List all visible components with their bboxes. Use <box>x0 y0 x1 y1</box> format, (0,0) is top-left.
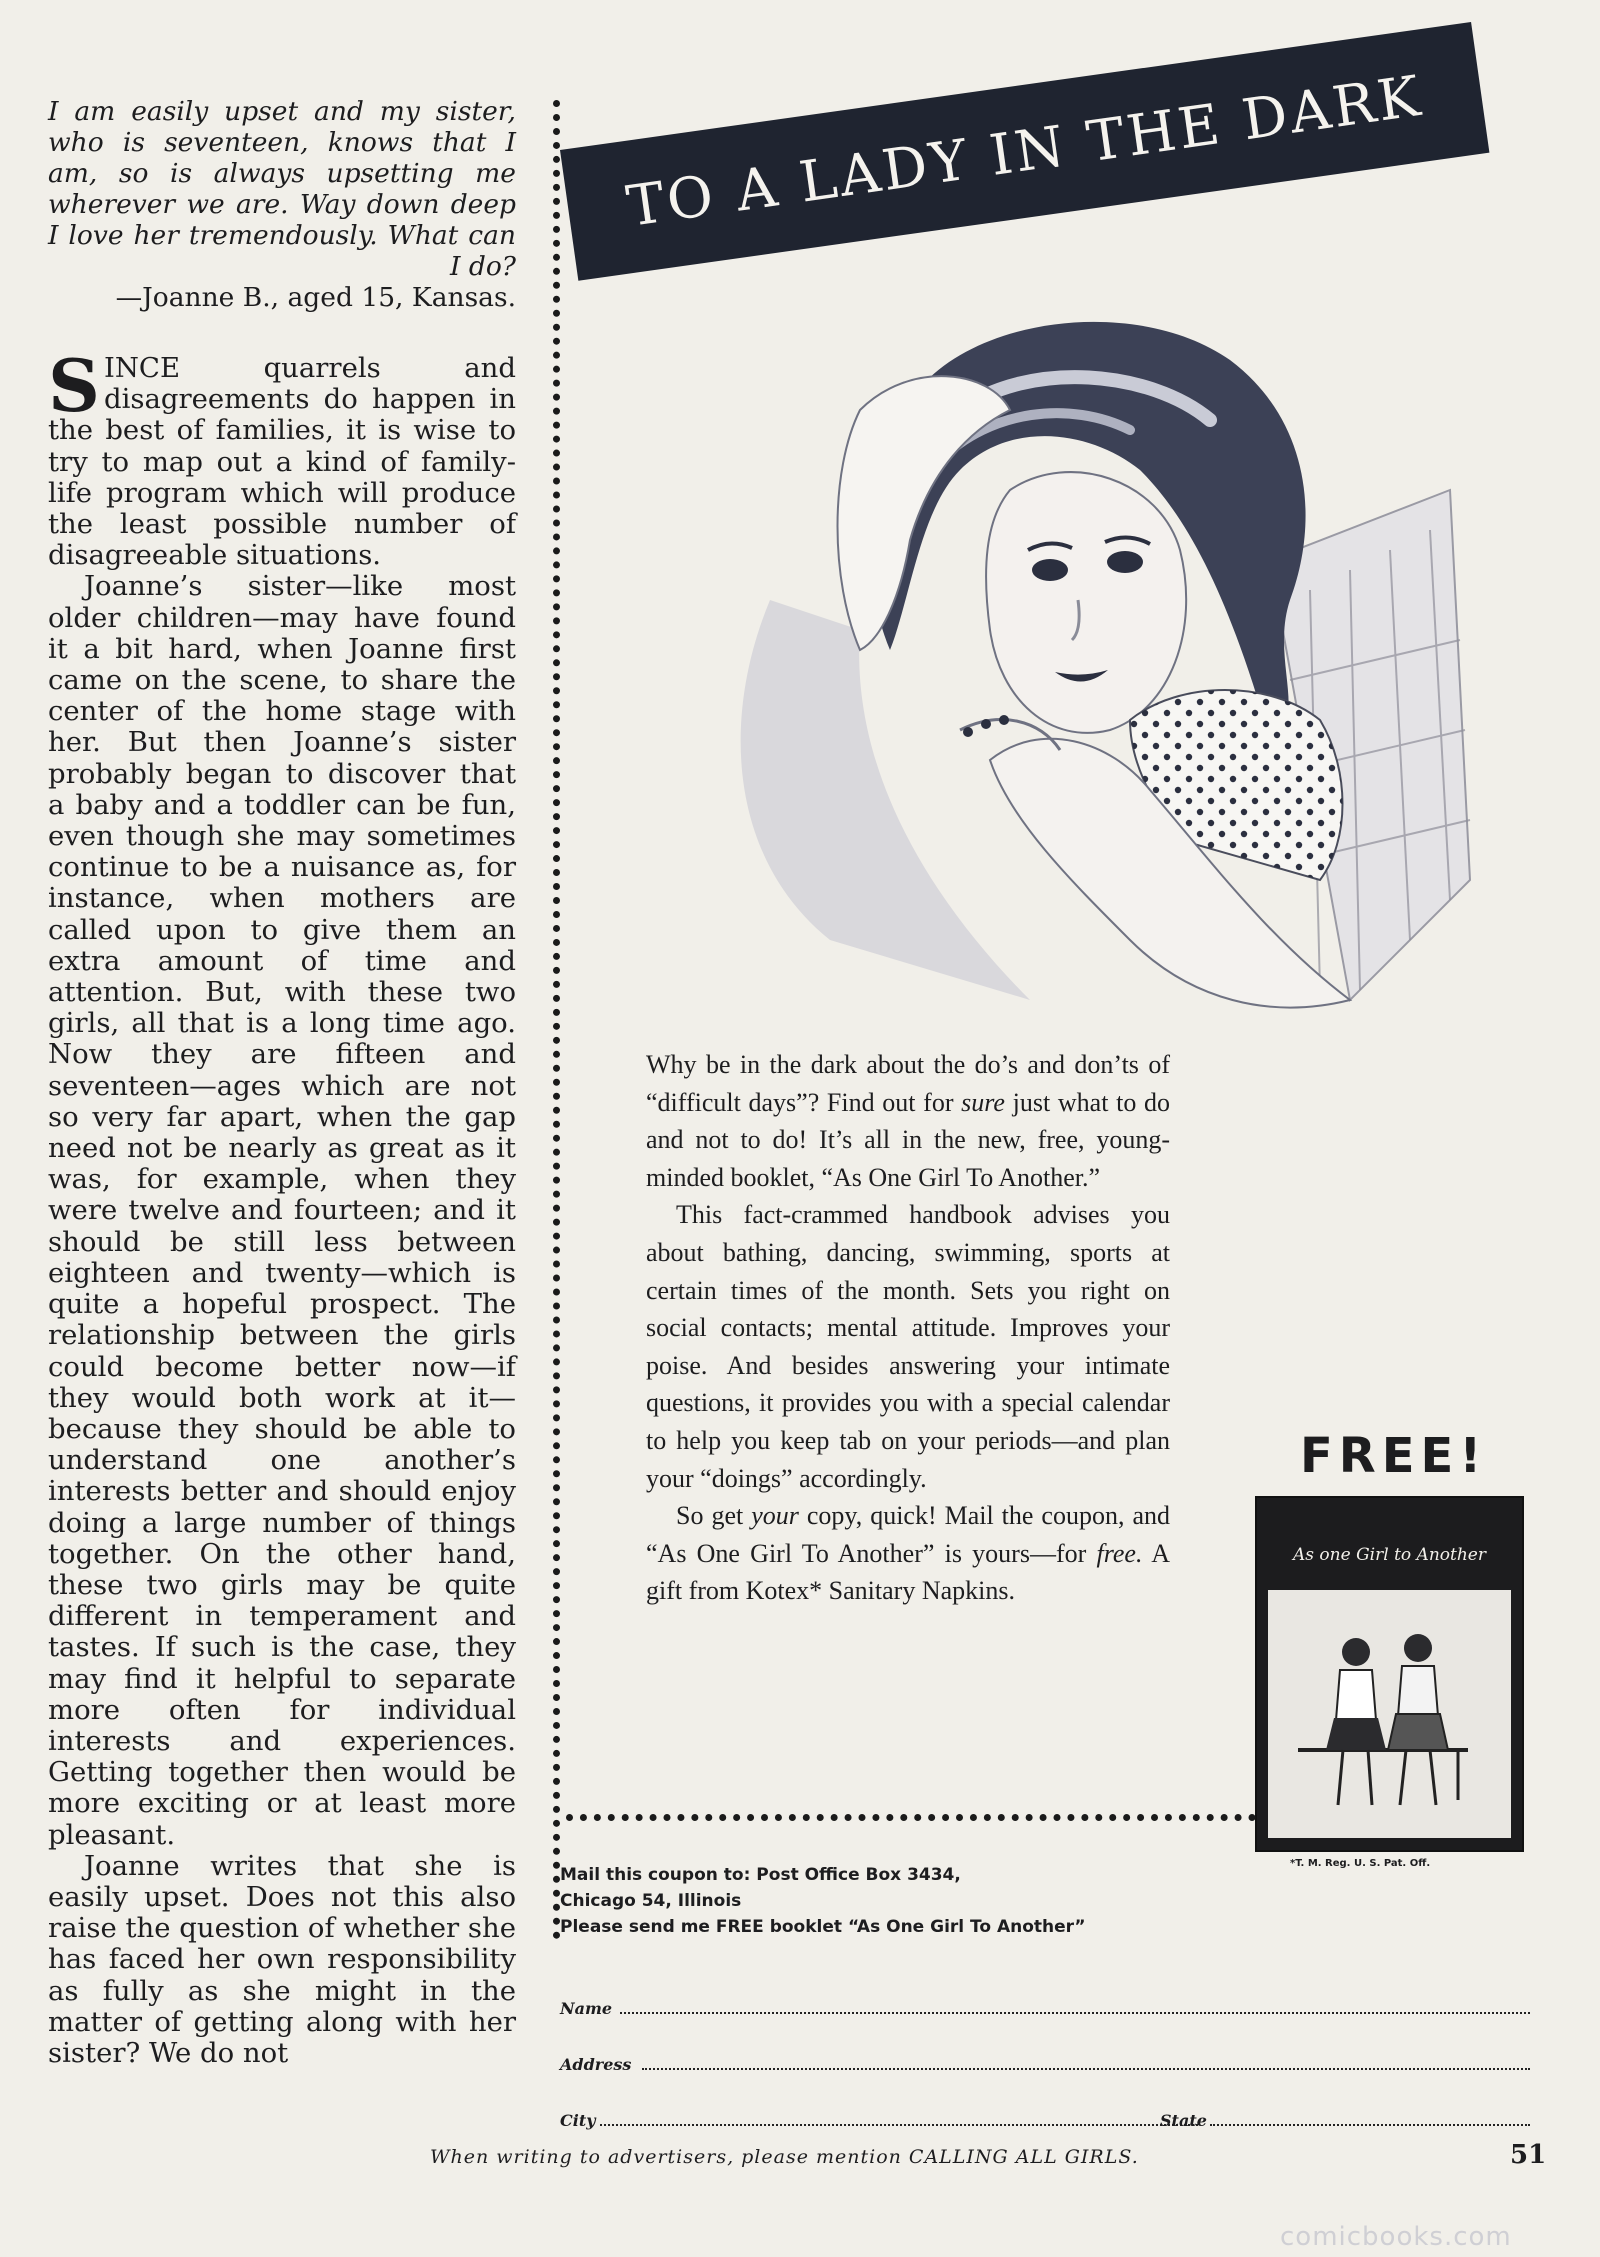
state-label: State <box>1160 2111 1207 2130</box>
advice-article <box>48 343 516 2069</box>
booklet-title-band <box>1268 1520 1511 1590</box>
article-paragraph-1 <box>48 343 516 572</box>
name-label: Name <box>560 1999 613 2018</box>
booklet-title: As one Girl to Another <box>1293 1545 1486 1565</box>
ad-headline-banner <box>560 22 1489 281</box>
ad-copy-paragraph-1 <box>646 1046 1170 1196</box>
article-paragraph-1-text: INCE quarrels and disagreements do happen in the best of families, it is wise to try to map out a kind of family-life program which will produce the least possible number of disagreeable situations. <box>48 352 516 572</box>
free-label: FREE! <box>1300 1428 1488 1484</box>
city-state-field[interactable] <box>560 2104 1532 2130</box>
city-line[interactable] <box>600 2124 1198 2126</box>
girl-illustration <box>710 300 1490 1060</box>
booklet-image <box>1255 1496 1524 1852</box>
ad-copy-p3-emphasis-2: free. <box>1096 1538 1143 1568</box>
letter-signature: —Joanne B., aged 15, Kansas. <box>115 282 516 313</box>
coupon-request-line: Please send me FREE booklet “As One Girl To Another” <box>560 1917 1086 1937</box>
letter-text: I am easily upset and my sister, who is seventeen, knows that I am, so is always upsetting me wherever we are. Way down deep I love her tremendously. What can I do? <box>48 96 516 282</box>
advertiser-note: When writing to advertisers, please mention CALLING ALL GIRLS. <box>430 2146 1139 2168</box>
mail-coupon <box>560 1862 1540 1940</box>
ad-headline: TO A LADY IN THE DARK <box>622 63 1427 240</box>
address-line[interactable] <box>642 2068 1530 2070</box>
city-label: City <box>560 2111 596 2130</box>
name-line[interactable] <box>620 2012 1530 2014</box>
address-field[interactable] <box>560 2048 1532 2074</box>
ad-copy-p3-a: So get <box>676 1501 752 1531</box>
two-girls-icon <box>1268 1590 1511 1838</box>
ad-copy-p3-emphasis-1: your <box>751 1501 799 1531</box>
state-line[interactable] <box>1210 2124 1530 2126</box>
coupon-cut-line <box>566 1814 1256 1821</box>
watermark: comicbooks.com <box>1280 2222 1512 2252</box>
drop-cap: S <box>48 343 100 428</box>
ad-copy-paragraph-2: This fact-crammed handbook advises you about bathing, dancing, swimming, sports at certain times of the month. Sets you right on social contacts; mental attitude. Improves your poise. And besides answering your intimate questions, it provides you with a special calendar to help you keep tab on your periods—and plan your “doings” accordingly. <box>646 1200 1170 1493</box>
ad-body-copy <box>646 1046 1170 1610</box>
ad-copy-p3-b: copy, quick! Mail the coupon, and “As One Girl To Another” is yours—for <box>646 1501 1170 1568</box>
ad-copy-p1-emphasis: sure <box>961 1087 1005 1117</box>
trademark-note: *T. M. Reg. U. S. Pat. Off. <box>1290 1858 1431 1869</box>
left-column <box>48 96 516 2069</box>
ad-copy-paragraph-3 <box>646 1497 1170 1610</box>
address-label: Address <box>560 2055 632 2074</box>
article-paragraph-3: Joanne writes that she is easily upset. Does not this also raise the question of whether she has faced her own responsibility as fully as she might in the matter of getting along with her sister? We do not <box>48 1849 516 2069</box>
column-divider <box>553 100 560 1940</box>
reader-letter <box>48 96 516 313</box>
ad-copy-p1-b: just what to do and not to do! It’s all in the new, free, young-minded booklet, “As One Girl To Another.” <box>646 1087 1170 1192</box>
article-paragraph-2: Joanne’s sister—like most older children—may have found it a bit hard, when Joanne first came on the scene, to share the center of the home stage with her. But then Joanne’s sister probably began to discover that a baby and a toddler can be fun, even though she may sometimes continue to be a nuisance as, for instance, when mothers are called upon to give them an extra amount of time and attention. But, with these two girls, all that is a long time ago. Now they are fifteen and seventeen—ages which are not so very far apart, when the gap need not be nearly as great as it was, for example, when they were twelve and fourteen; and it should be still less between eighteen and twenty—which is quite a hopeful prospect. The relationship between the girls could become better now—if they would both work at it—because they should be able to understand one another’s interests better and should enjoy doing a large number of things together. On the other hand, these two girls may be quite different in temperament and tastes. If such is the case, they may find it helpful to separate more often for individual interests and experiences. Getting together then would be more exciting or at least more pleasant. <box>48 570 516 1851</box>
booklet-cover <box>1268 1520 1511 1838</box>
coupon-address-line-1: Mail this coupon to: Post Office Box 3434, <box>560 1865 961 1885</box>
coupon-address-line-2: Chicago 54, Illinois <box>560 1891 742 1911</box>
ad-copy-p1-a: Why be in the dark about the do’s and don’ts of “difficult days”? Find out for <box>646 1050 1170 1117</box>
page-number: 51 <box>1510 2140 1547 2170</box>
name-field[interactable] <box>560 1992 1532 2018</box>
ad-copy-p3-c: A gift from Kotex* Sanitary Napkins. <box>646 1538 1171 1606</box>
